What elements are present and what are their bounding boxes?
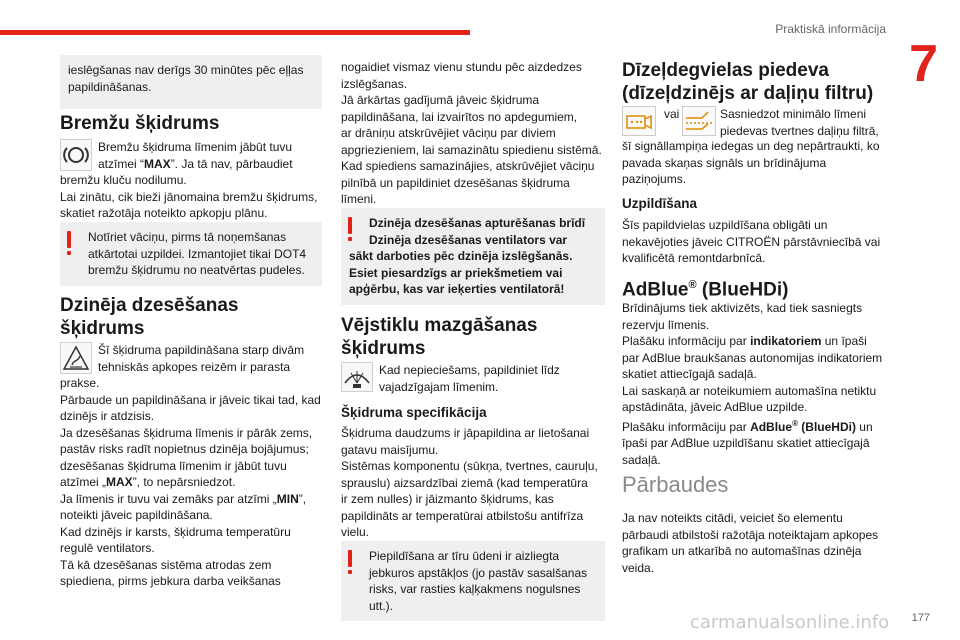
or-word: vai — [664, 107, 680, 121]
spec-line: Šķidruma daudzums ir jāpapildina ar lietošanai — [341, 426, 590, 440]
coolant-heading-line-1: Dzinēja dzesēšanas — [60, 295, 239, 316]
diesel-heading-line-1: Dīzeļdegvielas piedeva — [622, 60, 829, 81]
fan-warning-line: Dzinēja dzesēšanas ventilators var — [369, 232, 568, 247]
spec-line: sprauslu) aizsardzībai ziemā (kad temperatūra — [341, 475, 588, 490]
diesel-text-a: Sasniedzot minimālo līmeni — [720, 107, 867, 121]
coolant-line: spiediena, pirms jebkura darba veikšanas — [60, 574, 281, 588]
coolant-line: noteikti jāveic papildināšana. — [60, 508, 213, 522]
fluid-spec-heading: Šķidruma specifikācija — [341, 405, 487, 420]
coolant-max-mark: MAX — [106, 475, 133, 489]
washer-instruction: Kad nepieciešams, papildiniet līdz vajadzīgajam līmenim. — [379, 363, 560, 394]
coolant-max-post: ”, to nepārsniedzot. — [132, 475, 236, 489]
cont-line: Jā ārkārtas gadījumā jāveic šķidruma — [341, 93, 540, 107]
intro-note: ieslēgšanas nav derīgs 30 minūtes pēc eļļas papildināšanas. — [68, 63, 304, 94]
adblue-line: sadaļā. — [622, 452, 661, 467]
warning-icon — [348, 217, 353, 241]
coolant-line: Ja dzesēšanas šķidruma līmenis ir pārāk zems, — [60, 425, 313, 440]
coolant-max-pre: atzīmei „ — [60, 475, 107, 489]
cont-line: Kad spiediens samazinājies, atskrūvējiet vāciņu — [341, 159, 595, 173]
checks-line: Ja nav noteikts citādi, veiciet šo elementu — [622, 511, 843, 525]
coolant-line: Pārbaude un papildināšana ir jāveic tikai tad, kad — [60, 392, 321, 407]
adblue-text — [622, 300, 892, 468]
water-warning-text: Piepildīšana ar tīru ūdeni ir aizliegta jebkuros apstākļos (jo pastāv sasalšanas risks, var rasties kaļķakmens nogulsnes utt.). — [369, 549, 588, 613]
adblue-l8b: AdBlue — [750, 419, 793, 434]
cont-line: ar drāniņu atskrūvējiet vāciņu par diviem — [341, 126, 556, 140]
coolant-line: dzinējs ir atdzisis. — [60, 409, 155, 423]
header-red-bar — [0, 30, 470, 35]
diesel-additive-text — [622, 106, 892, 188]
diesel-text-b: piedevas tvertnes daļiņu filtrā, — [720, 123, 879, 138]
adblue-l3b: indikatoriem — [750, 334, 822, 348]
adblue-line: skatiet attiecīgajā sadaļā. — [622, 367, 757, 381]
washer-heading — [341, 314, 537, 360]
refill-text — [622, 217, 892, 267]
cont-line: apgriezieniem, lai samazinātu spiedienu sistēmā. — [341, 142, 602, 157]
coolant-line: regulē ventilators. — [60, 541, 155, 555]
adblue-heading-tail: (BlueHDi) — [696, 279, 789, 301]
diesel-heading-line-2: (dīzeļdzinējs ar daļiņu filtru) — [622, 83, 874, 104]
fluid-spec-text — [341, 425, 605, 541]
diesel-line: pavada skaņas signāls un brīdinājuma — [622, 155, 827, 170]
water-warning-box — [341, 541, 605, 621]
cont-line: līmeni. — [341, 192, 377, 206]
warning-icon — [67, 231, 72, 255]
brake-warning-text: Notīriet vāciņu, pirms tā noņemšanas atkārtotai uzpildei. Izmantojiet tikai DOT4 bremžu šķidrumu no neatvērtas pudeles. — [88, 230, 307, 277]
section-title: Praktiskā informācija — [775, 22, 886, 36]
coolant-line: dzesēšanas šķidruma līmenim ir jābūt tuvu — [60, 458, 287, 473]
coolant-continued — [341, 59, 605, 208]
brake-text-3: Lai zinātu, cik bieži jānomaina bremžu šķidrums, skatiet ražotāja noteikto apkopju plānu. — [60, 189, 318, 220]
spec-line: papildināts ar temperatūrai atbilstošu antifrīza — [341, 508, 584, 523]
brake-fluid-heading: Bremžu šķidrums — [60, 113, 220, 134]
adblue-heading-reg: ® — [688, 279, 697, 291]
adblue-l8a: Plašāku informāciju par — [622, 419, 751, 434]
spec-line: Sistēmas komponentu (sūkņa, tvertnes, cauruļu, — [341, 459, 598, 473]
coolant-min-post: ”, — [298, 491, 307, 506]
coolant-line: prakse. — [60, 376, 100, 390]
adblue-l8d: (BlueHDi) — [797, 419, 856, 434]
fan-warning-line: sākt darboties pēc dzinēja izslēgšanās. — [349, 249, 573, 263]
refill-heading: Uzpildīšana — [622, 196, 698, 211]
fan-warning-line: Esiet piesardzīgs ar priekšmetiem vai — [349, 265, 563, 280]
brake-text-1: Bremžu šķidruma līmenim jābūt tuvu atzīmei “ — [98, 140, 293, 171]
diesel-additive-heading — [622, 59, 902, 105]
adblue-line: īpaši par AdBlue uzpildīšanu skatiet attiecīgajā — [622, 436, 870, 450]
checks-heading: Pārbaudes — [622, 472, 729, 497]
fan-warning-line: apģērbu, kas var ieķerties ventilatorā! — [349, 282, 565, 296]
adblue-heading-main: AdBlue — [622, 279, 689, 301]
adblue-line: rezervju līmenis. — [622, 317, 710, 332]
brake-max-mark: MAX — [144, 156, 171, 171]
refill-line: Šīs papildvielas uzpildīšana obligāti un — [622, 218, 828, 232]
washer-heading-line-1: Vējstiklu mazgāšanas — [341, 315, 538, 336]
checks-line: pārbaudi atbilstoši ražotāja noteiktajam apkopes — [622, 527, 879, 542]
diesel-line: šī signāllampiņa iedegas un deg nepārtraukti, ko — [622, 139, 880, 153]
coolant-line: Tā kā dzesēšanas sistēma atrodas zem — [60, 557, 272, 572]
refill-line: kvalificētā remontdarbnīcā. — [622, 251, 766, 265]
brake-warning-icon — [60, 139, 92, 171]
intro-note-box — [60, 55, 322, 109]
checks-line: veida. — [622, 560, 655, 575]
cont-line: papildināšana, lai izvairītos no apdegumiem, — [341, 109, 578, 124]
adblue-line: Lai saskaņā ar noteikumiem automašīna netiktu — [622, 383, 877, 398]
adblue-l8e: un — [855, 419, 873, 434]
warning-icon — [348, 550, 353, 574]
coolant-line: tehniskās apkopes reizēm ir parasta — [98, 359, 291, 374]
adblue-l3a: Plašāku informāciju par — [622, 334, 751, 348]
diesel-filter-icon — [622, 106, 656, 136]
brake-text-2: ”. Ja tā nav, pārbaudiet bremžu kluču nodilumu. — [60, 156, 293, 187]
spec-line: ir zem nulles) ir jāizmanto šķidrums, kas — [341, 492, 554, 506]
coolant-text — [60, 342, 322, 590]
adblue-line: apstādināta, jāveic AdBlue uzpilde. — [622, 400, 808, 414]
adblue-l3c: un īpaši — [821, 334, 867, 348]
coolant-heading — [60, 294, 238, 340]
cont-line: pilnībā un papildiniet dzesēšanas šķidruma — [341, 175, 570, 190]
diesel-line: paziņojums. — [622, 172, 687, 186]
spec-line: vielu. — [341, 525, 370, 539]
adblue-line: Brīdinājums tiek aktivizēts, kad tiek sasniegts — [622, 301, 863, 315]
refill-line: nekavējoties jāveic CITROËN pārstāvniecībā vai — [622, 234, 881, 249]
fan-warning-line: Dzinēja dzesēšanas apturēšanas brīdī — [369, 216, 586, 230]
cont-line: nogaidiet vismaz vienu stundu pēc aizdedzes — [341, 60, 582, 74]
fan-warning-box — [341, 208, 605, 305]
coolant-min-mark: MIN — [276, 491, 299, 506]
coolant-line: Kad dzinējs ir karsts, šķidruma temperatūru — [60, 524, 291, 539]
adblue-line: par AdBlue braukšanas autonomijas indikatoriem — [622, 350, 883, 365]
chapter-number: 7 — [909, 35, 938, 93]
brake-warning-box — [60, 222, 322, 286]
adblue-heading — [622, 274, 788, 301]
page-number: 177 — [911, 612, 930, 624]
coolant-line: Šī šķidruma papildināšana starp divām — [98, 343, 305, 357]
washer-heading-line-2: šķidrums — [341, 338, 426, 359]
adblue-l8c: ® — [792, 418, 798, 428]
watermark: carmanualsonline.info — [690, 612, 890, 633]
additive-level-icon — [682, 106, 716, 136]
cont-line: izslēgšanas. — [341, 76, 408, 91]
washer-text — [341, 362, 605, 395]
checks-text — [622, 510, 892, 576]
checks-line: grafikam un atkarībā no automašīnas dzinēja — [622, 544, 862, 558]
brake-fluid-text — [60, 139, 322, 222]
coolant-line: pastāv risks radīt nopietnus dzinēja bojājumus; — [60, 442, 309, 456]
coolant-min-pre: Ja līmenis ir tuvu vai zemāks par atzīmi „ — [60, 491, 277, 506]
washer-fluid-icon — [341, 362, 373, 392]
coolant-heading-line-2: šķidrums — [60, 318, 145, 339]
spec-line: gatavu maisījumu. — [341, 442, 439, 457]
coolant-hazard-icon — [60, 342, 92, 374]
